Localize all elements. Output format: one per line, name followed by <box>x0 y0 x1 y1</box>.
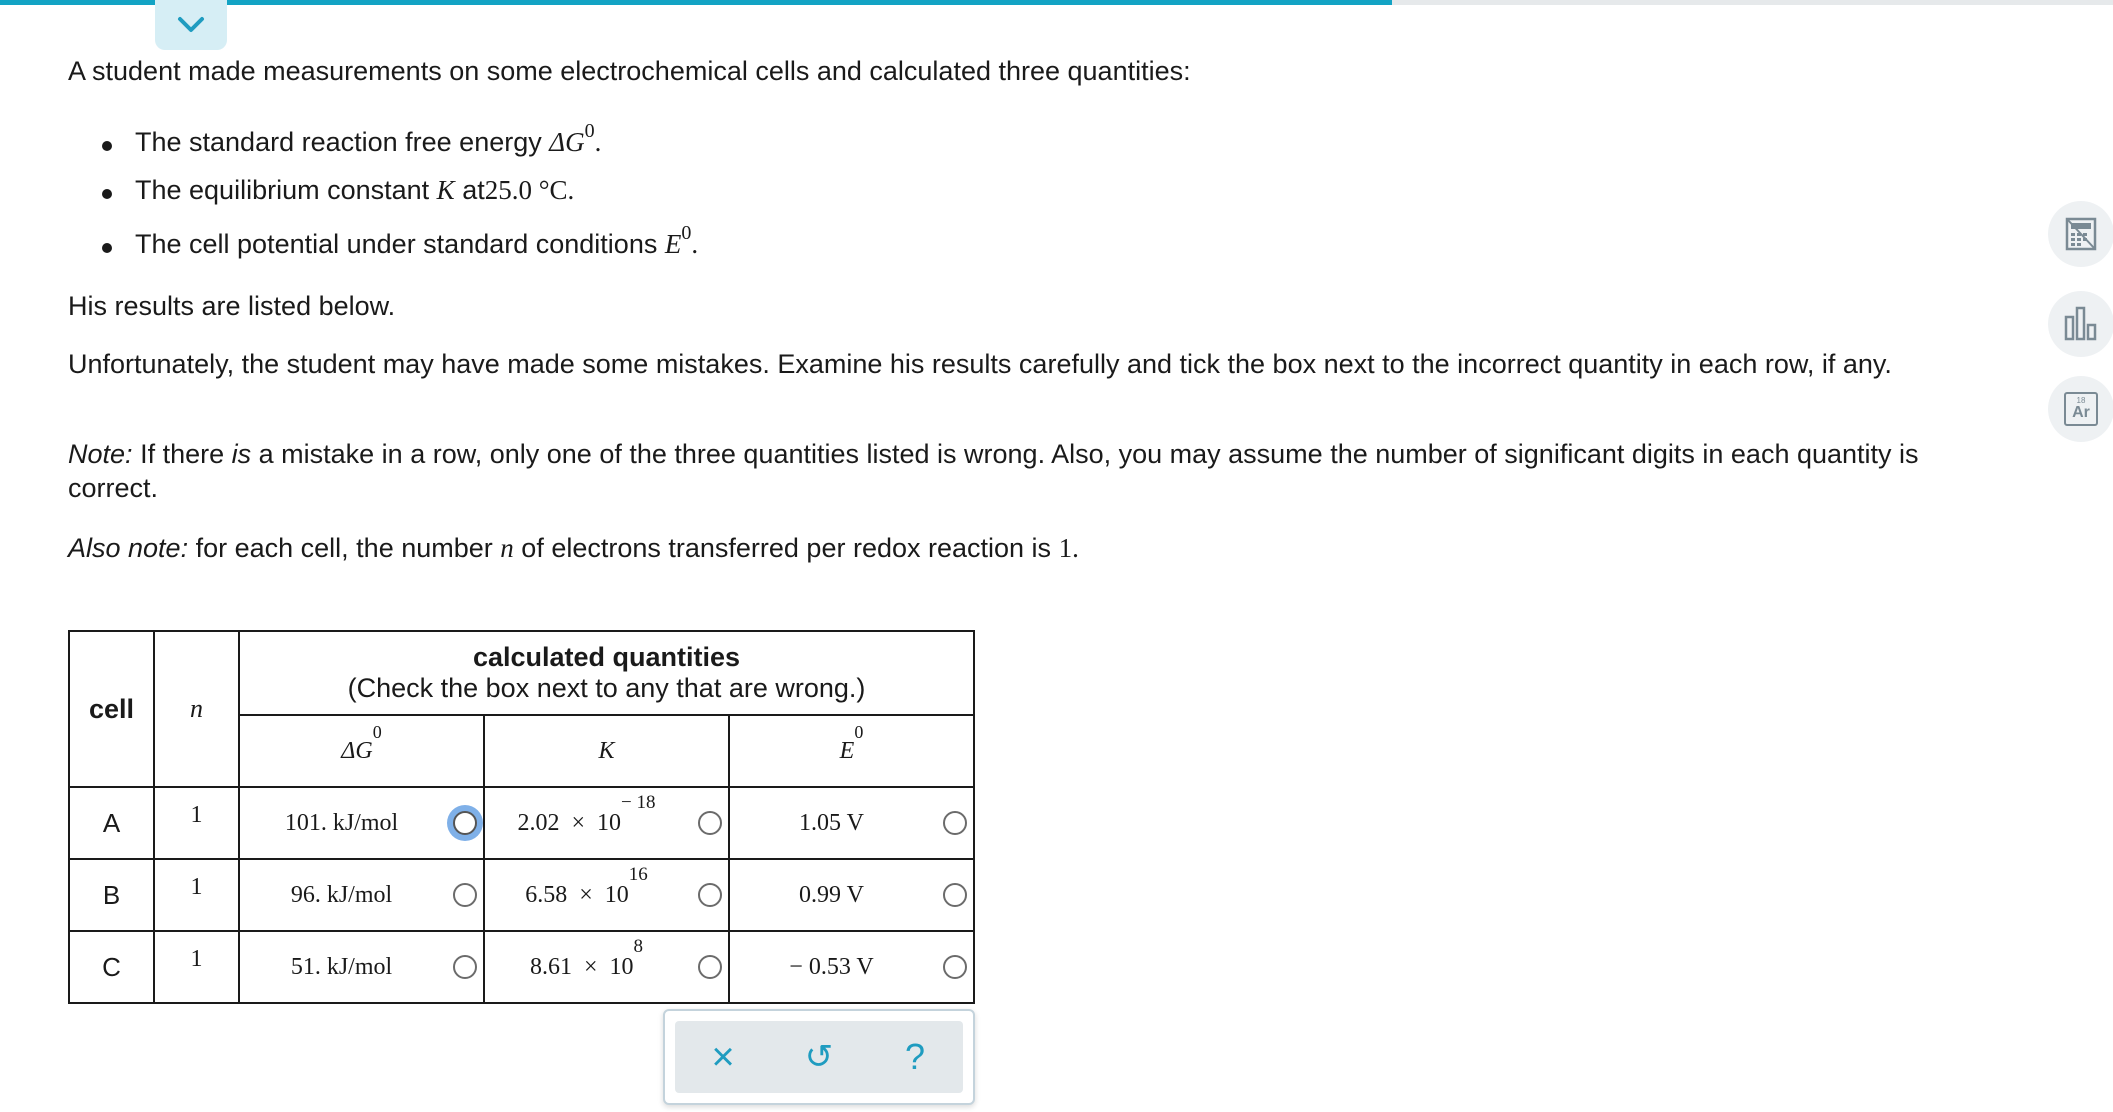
n-value: 1 <box>154 859 239 931</box>
bar-chart-icon <box>2062 305 2100 343</box>
header-delta-g: $\Delta G^0$ <box>239 715 484 787</box>
data-chart-button[interactable] <box>2048 291 2113 357</box>
e-value: 0.99 V <box>729 859 974 931</box>
e-value: 1.05 V <box>729 787 974 859</box>
bullet-cell-potential: The cell potential under standard conditions $E^0$. <box>102 229 698 260</box>
help-button[interactable] <box>887 1029 943 1085</box>
close-icon: × <box>711 1034 735 1079</box>
delta-g-value: 101. kJ/mol <box>239 787 484 859</box>
k-value: 8.61 × 10 8 <box>484 931 729 1003</box>
delta-g-value: 96. kJ/mol <box>239 859 484 931</box>
e-value: − 0.53 V <box>729 931 974 1003</box>
calculator-icon <box>2063 216 2099 252</box>
delta-g-symbol: ΔG <box>549 127 585 157</box>
note-text: Note: If there is a mistake in a row, only one of the three quantities listed is wrong. Also, you may assume the number of significant digits in each quantity is correct. <box>68 439 1919 503</box>
check-delta-g-a[interactable] <box>453 811 477 835</box>
answer-action-bar <box>663 1009 975 1105</box>
check-k-c[interactable] <box>698 955 722 979</box>
check-e-a[interactable] <box>943 811 967 835</box>
cell-label: B <box>69 859 154 931</box>
check-e-c[interactable] <box>943 955 967 979</box>
check-delta-g-c[interactable] <box>453 955 477 979</box>
table-row <box>69 787 974 859</box>
header-e: $E^0$ <box>729 715 974 787</box>
bullet-free-energy: The standard reaction free energy $\Delta G^0$. <box>102 127 601 158</box>
calculator-button[interactable] <box>2048 201 2113 267</box>
undo-icon: ↺ <box>804 1038 834 1076</box>
also-note-text: Also note: for each cell, the number n of electrons transferred per redox reaction is 1. <box>68 533 1079 563</box>
table-row <box>69 931 974 1003</box>
check-k-b[interactable] <box>698 883 722 907</box>
delta-g-value: 51. kJ/mol <box>239 931 484 1003</box>
cell-label: C <box>69 931 154 1003</box>
progress-bar <box>0 0 2113 5</box>
k-value: 2.02 × 10 − 18 <box>484 787 729 859</box>
n-value: 1 <box>154 931 239 1003</box>
periodic-table-button[interactable] <box>2048 376 2113 442</box>
check-delta-g-b[interactable] <box>453 883 477 907</box>
results-listed-text: His results are listed below. <box>68 291 396 321</box>
periodic-table-icon: 18 Ar <box>2064 392 2098 426</box>
header-k: K <box>484 715 729 787</box>
check-e-b[interactable] <box>943 883 967 907</box>
header-calculated-quantities: calculated quantities (Check the box next to any that are wrong.) <box>239 631 974 715</box>
intro-text: A student made measurements on some electrochemical cells and calculated three quantities: <box>68 56 1191 86</box>
bullet-equilibrium-constant: The equilibrium constant K at25.0 °C. <box>102 175 574 206</box>
collapse-toggle-button[interactable] <box>155 0 227 50</box>
instructions-text: Unfortunately, the student may have made some mistakes. Examine his results carefully and tick the box next to the incorrect quantity in each row, if any. <box>68 349 1892 379</box>
results-table <box>68 630 975 1004</box>
n-value: 1 <box>154 787 239 859</box>
table-row <box>69 859 974 931</box>
clear-button[interactable] <box>695 1029 751 1085</box>
header-cell: cell <box>69 631 154 787</box>
header-n: n <box>154 631 239 787</box>
help-icon: ? <box>904 1036 926 1077</box>
cell-label: A <box>69 787 154 859</box>
k-value: 6.58 × 10 16 <box>484 859 729 931</box>
undo-button[interactable] <box>791 1029 847 1085</box>
chevron-down-icon <box>176 15 206 35</box>
check-k-a[interactable] <box>698 811 722 835</box>
